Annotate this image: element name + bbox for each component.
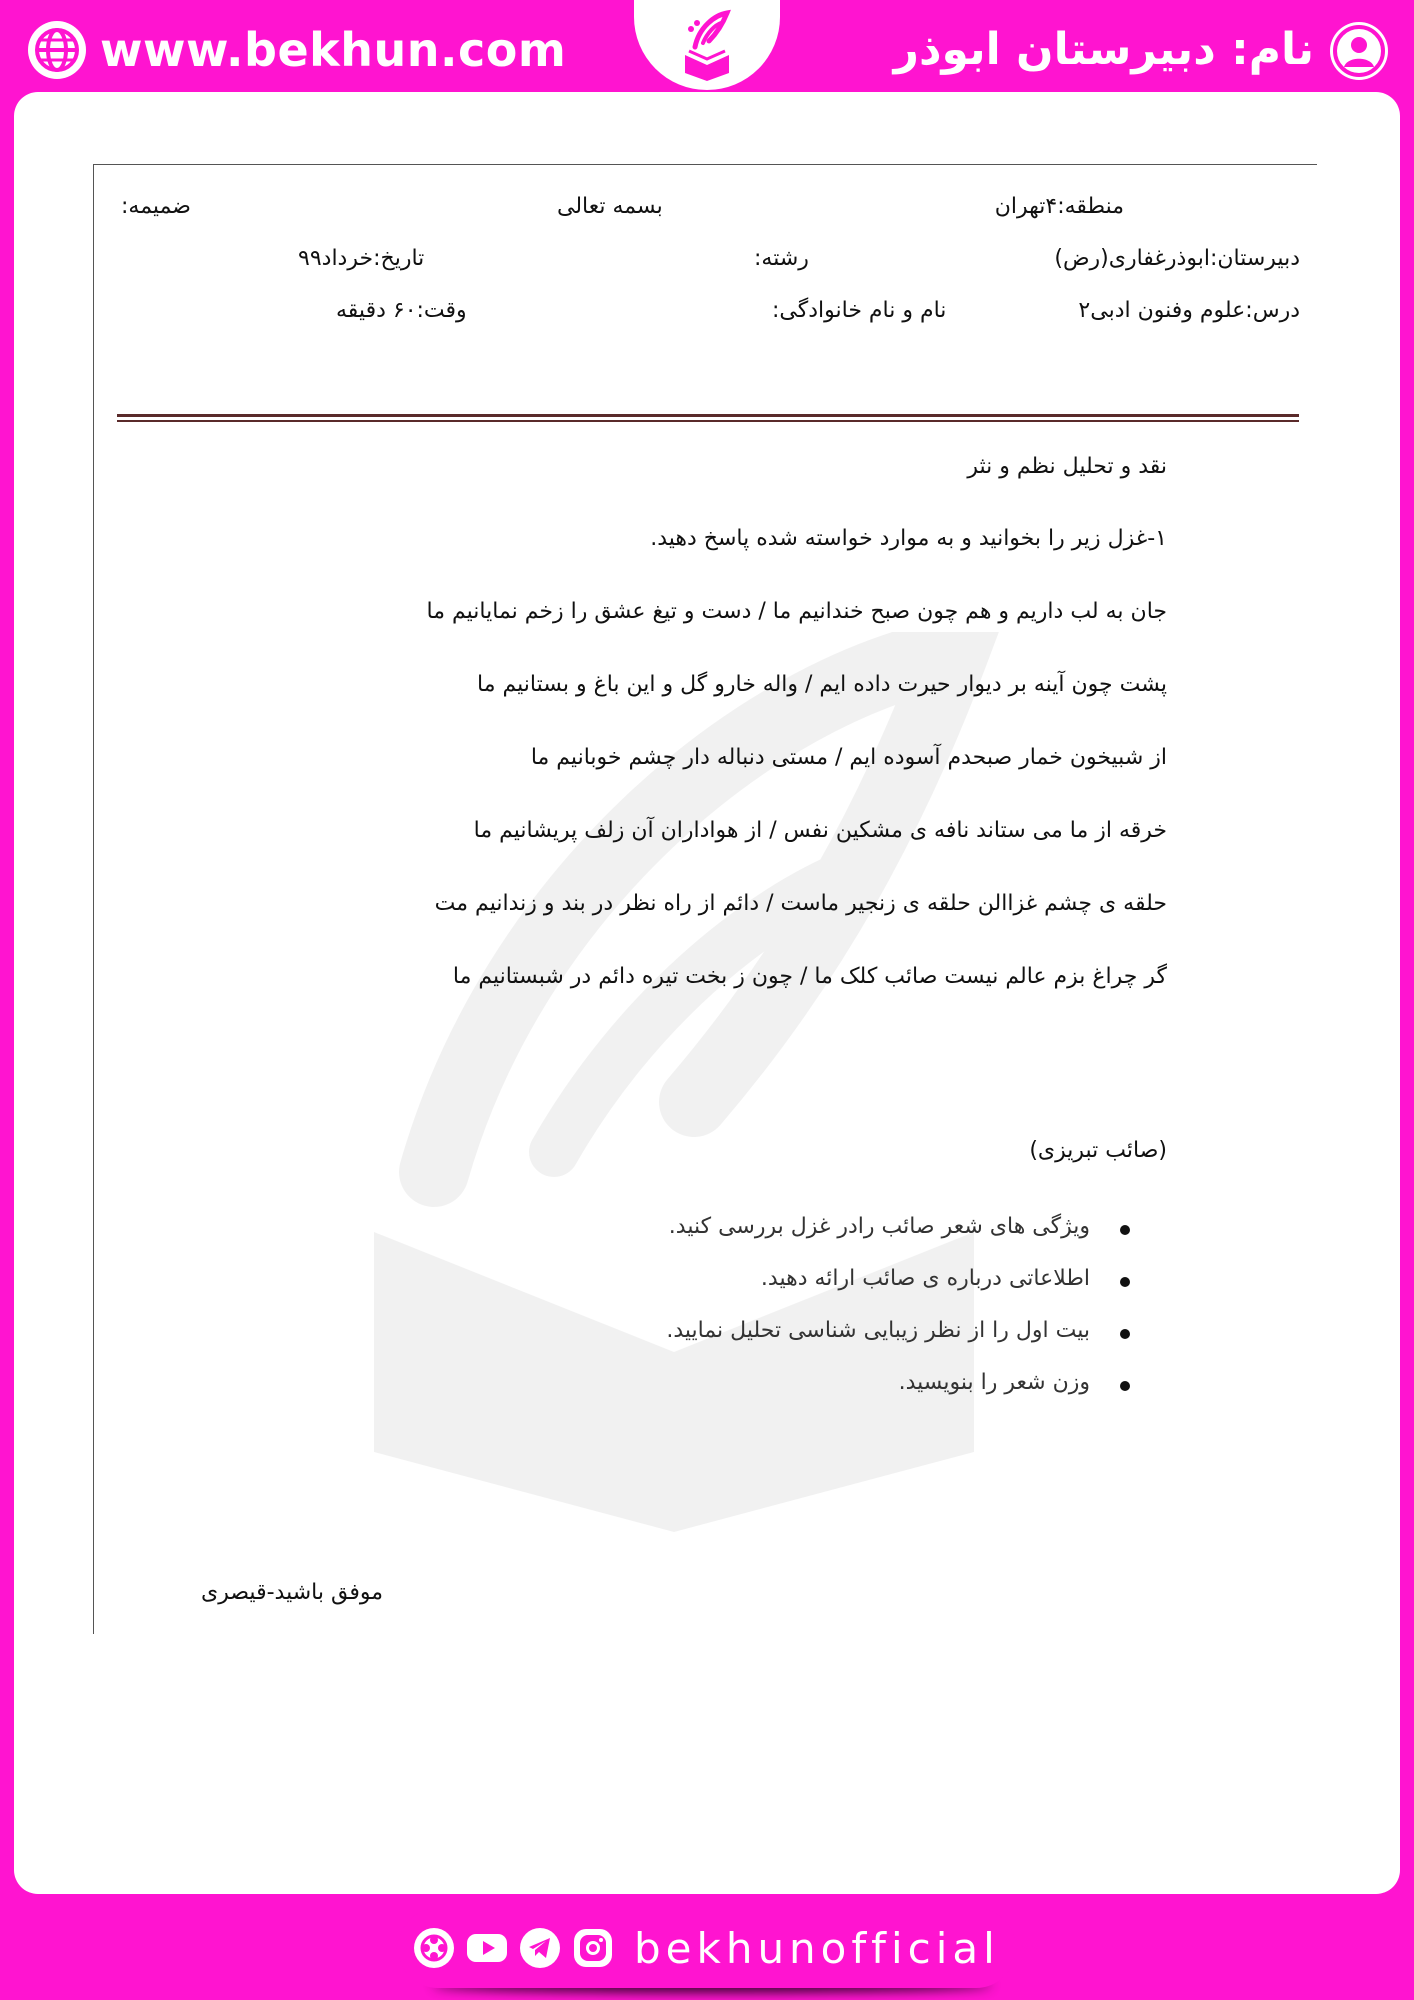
closing-text: موفق باشید-قیصری bbox=[201, 1580, 383, 1605]
time-field: وقت:۶۰ دقیقه bbox=[336, 298, 467, 323]
question-text: ۱-غزل زیر را بخوانید و به موارد خواسته شده پاسخ دهید. bbox=[650, 526, 1167, 551]
document-page bbox=[14, 92, 1400, 1894]
region-field: منطقه:۴تهران bbox=[994, 194, 1124, 219]
task-item: ویژگی های شعر صائب رادر غزل بررسی کنید. bbox=[430, 1214, 1130, 1266]
poem-line: خرقه از ما می ستاند نافه ی مشکین نفس / از هواداران آن زلف پریشانیم ما bbox=[473, 818, 1167, 843]
aparat-icon[interactable] bbox=[412, 1926, 456, 1970]
poem-line: از شبیخون خمار صبحدم آسوده ایم / مستی دنباله دار چشم خوبانیم ما bbox=[530, 745, 1167, 770]
date-field: تاریخ:خرداد۹۹ bbox=[298, 246, 425, 271]
instagram-icon[interactable] bbox=[571, 1926, 615, 1970]
section-title: نقد و تحلیل نظم و نثر bbox=[967, 454, 1167, 479]
social-handle[interactable]: bekhunofficial bbox=[634, 1923, 1000, 1973]
subject-field: درس:علوم وفنون ادبی۲ bbox=[1078, 298, 1300, 323]
brand-logo bbox=[634, 0, 780, 90]
bullet-icon bbox=[1120, 1381, 1130, 1391]
school-field: دبیرستان:ابوذرغفاری(رض) bbox=[1054, 246, 1300, 271]
poem-line: حلقه ی چشم غزاالن حلقه ی زنجیر ماست / دائم از راه نظر در بند و زندانیم مت bbox=[434, 891, 1167, 916]
header-separator bbox=[117, 414, 1299, 422]
bullet-icon bbox=[1120, 1225, 1130, 1235]
telegram-icon[interactable] bbox=[518, 1926, 562, 1970]
task-item: بیت اول را از نظر زیبایی شناسی تحلیل نمایید. bbox=[430, 1318, 1130, 1370]
task-item: وزن شعر را بنویسید. bbox=[430, 1370, 1130, 1422]
header-title: نام: دبیرستان ابوذر bbox=[893, 23, 1314, 75]
poem-line: جان به لب داریم و هم چون صبح خندانیم ما / دست و تیغ عشق را زخم نمایانیم ما bbox=[426, 599, 1167, 624]
major-field: رشته: bbox=[754, 246, 809, 271]
attachment-field: ضمیمه: bbox=[121, 194, 191, 219]
bullet-icon bbox=[1120, 1277, 1130, 1287]
poet-name: (صائب تبریزی) bbox=[1029, 1138, 1167, 1163]
heading-text: بسمه تعالی bbox=[557, 194, 663, 219]
user-icon bbox=[1328, 20, 1390, 82]
name-field: نام و نام خانوادگی: bbox=[772, 298, 947, 323]
bullet-icon bbox=[1120, 1329, 1130, 1339]
website-link[interactable]: www.bekhun.com bbox=[100, 23, 567, 77]
poem-line: پشت چون آینه بر دیوار حیرت داده ایم / واله خارو گل و این باغ و بستانیم ما bbox=[476, 672, 1167, 697]
youtube-icon[interactable] bbox=[465, 1926, 509, 1970]
task-list bbox=[430, 1214, 1130, 1422]
task-item: اطلاعاتی درباره ی صائب ارائه دهید. bbox=[430, 1266, 1130, 1318]
poem-line: گر چراغ بزم عالم نیست صائب کلک ما / چون ز بخت تیره دائم در شبستانیم ما bbox=[452, 964, 1167, 989]
globe-icon bbox=[26, 19, 88, 81]
social-footer bbox=[398, 1908, 1016, 1988]
